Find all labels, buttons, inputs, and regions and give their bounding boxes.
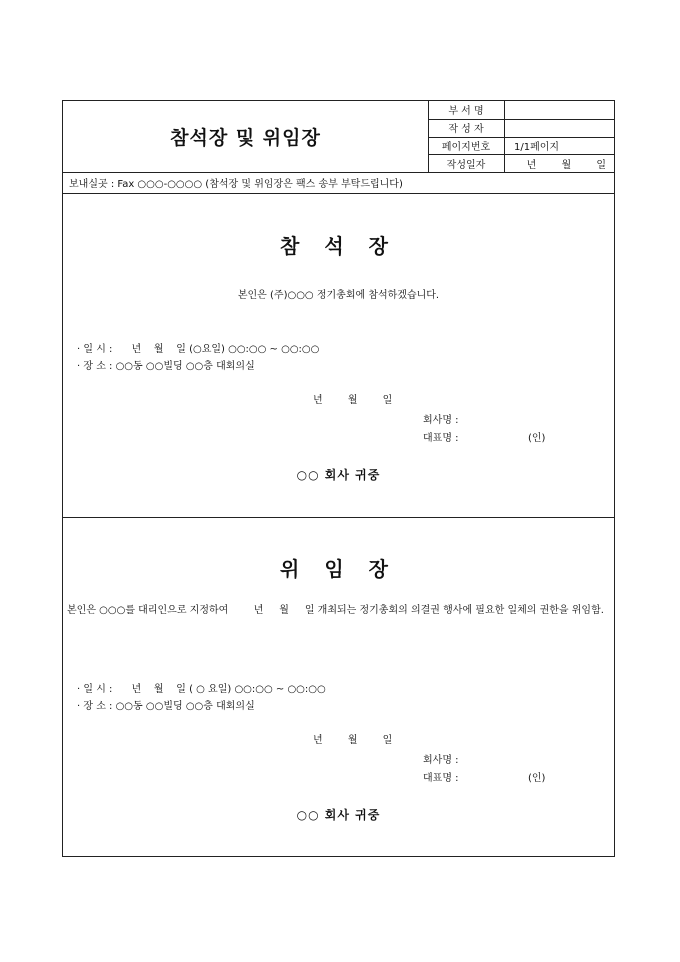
proxy-statement: 본인은 ○○○를 대리인으로 지정하여 년 월 일 개최되는 정기총회의 의결권 행사에 필요한 일체의 권한을 위임함. <box>67 605 604 616</box>
proxy-section <box>63 518 614 857</box>
proxy-title: 위 임 장 <box>280 557 397 581</box>
info-value: 년 월 일 <box>526 159 606 171</box>
attendance-rep-label: 대표명 : <box>423 433 459 444</box>
document-title: 참석장 및 위임장 <box>63 101 429 172</box>
attendance-title: 참 석 장 <box>280 234 397 258</box>
proxy-footer: ○○ 회사 귀중 <box>296 808 381 822</box>
document-header <box>63 101 614 173</box>
document-info-table <box>428 101 614 172</box>
info-row-page-number <box>428 137 614 156</box>
info-row-author <box>428 119 614 138</box>
attendance-section <box>63 195 614 517</box>
info-label: 부 서 명 <box>428 101 505 119</box>
info-label: 페이지번호 <box>428 137 505 155</box>
send-to-line: 보내실곳 : Fax ○○○-○○○○ (참석장 및 위임장은 팩스 송부 부탁드립니다) <box>63 172 614 194</box>
proxy-date: 년 월 일 <box>313 735 393 746</box>
info-value <box>504 119 614 137</box>
proxy-rep-label: 대표명 : <box>423 773 459 784</box>
attendance-datetime: · 일 시 : 년 월 일 (○요일) ○○:○○ ~ ○○:○○ <box>77 344 320 355</box>
info-value: 1/1페이지 <box>514 141 560 153</box>
proxy-company-label: 회사명 : <box>423 755 459 766</box>
info-row-date <box>428 154 614 172</box>
attendance-footer: ○○ 회사 귀중 <box>296 468 381 482</box>
document-form <box>62 100 615 857</box>
proxy-place: · 장 소 : ○○동 ○○빌딩 ○○층 대회의실 <box>77 701 255 712</box>
attendance-date: 년 월 일 <box>313 395 393 406</box>
info-label: 작성일자 <box>428 154 505 172</box>
proxy-datetime: · 일 시 : 년 월 일 ( ○ 요일) ○○:○○ ~ ○○:○○ <box>77 684 326 695</box>
attendance-company-label: 회사명 : <box>423 415 459 426</box>
info-value <box>504 101 614 119</box>
info-label: 작 성 자 <box>428 119 505 137</box>
attendance-statement: 본인은 (주)○○○ 정기총회에 참석하겠습니다. <box>237 290 440 301</box>
info-row-department <box>428 101 614 120</box>
proxy-seal: (인) <box>528 773 546 784</box>
attendance-seal: (인) <box>528 433 546 444</box>
attendance-place: · 장 소 : ○○동 ○○빌딩 ○○층 대회의실 <box>77 361 255 372</box>
